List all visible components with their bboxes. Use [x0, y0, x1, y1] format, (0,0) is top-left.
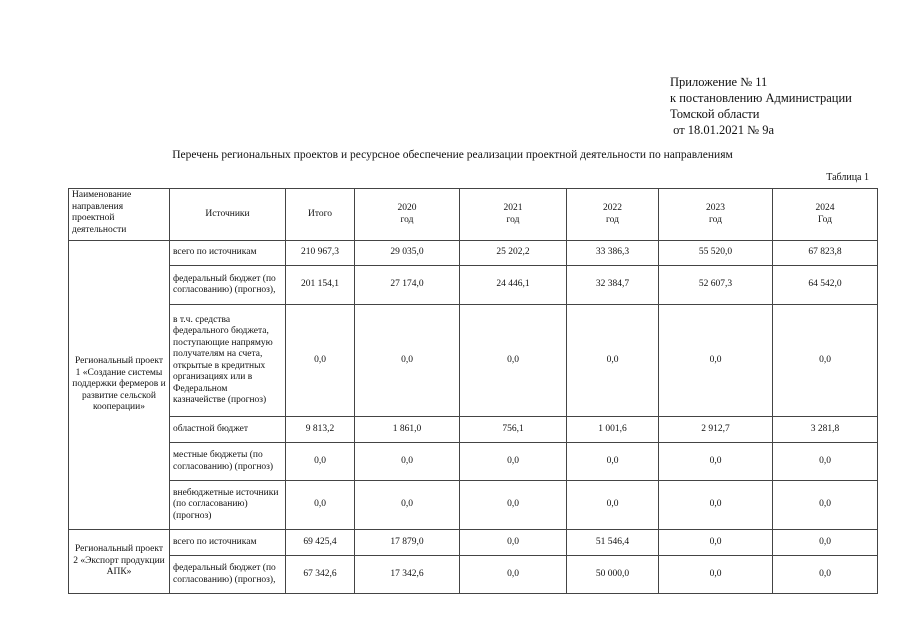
value-cell-2020: 29 035,0: [355, 241, 460, 266]
source-cell: местные бюджеты (по согласованию) (прогноз): [170, 443, 286, 481]
value-cell-2023: 0,0: [659, 305, 773, 417]
value-cell-2023: 2 912,7: [659, 417, 773, 443]
value-cell-2022: 0,0: [567, 481, 659, 530]
table-row: [69, 443, 878, 481]
source-cell: в т.ч. средства федерального бюджета, поступающие напрямую получателям на счета, открытые в кредитных организациях или в Федеральном казначействе (прогноз): [170, 305, 286, 417]
source-cell: федеральный бюджет (по согласованию) (прогноз),: [170, 556, 286, 594]
source-cell: внебюджетные источники (по согласованию) (прогноз): [170, 481, 286, 530]
project2-name: Региональный проект 2 «Экспорт продукции АПК»: [69, 530, 170, 594]
value-cell-2020: 17 879,0: [355, 530, 460, 556]
header-2022: 2022 год: [567, 189, 659, 241]
source-cell: федеральный бюджет (по согласованию) (прогноз),: [170, 266, 286, 305]
value-cell-2024: 0,0: [773, 443, 878, 481]
value-cell-2024: 0,0: [773, 305, 878, 417]
value-cell-2022: 32 384,7: [567, 266, 659, 305]
value-cell-2021: 756,1: [460, 417, 567, 443]
total-cell: 0,0: [286, 481, 355, 530]
value-cell-2024: 64 542,0: [773, 266, 878, 305]
source-cell: всего по источникам: [170, 241, 286, 266]
value-cell-2023: 0,0: [659, 530, 773, 556]
value-cell-2024: 0,0: [773, 556, 878, 594]
value-cell-2022: 1 001,6: [567, 417, 659, 443]
value-cell-2022: 51 546,4: [567, 530, 659, 556]
header-2021: 2021 год: [460, 189, 567, 241]
value-cell-2022: 50 000,0: [567, 556, 659, 594]
table-row: [69, 530, 878, 556]
value-cell-2020: 1 861,0: [355, 417, 460, 443]
value-cell-2022: 33 386,3: [567, 241, 659, 266]
header-name: Наименование направления проектной деятельности: [69, 189, 170, 241]
header-sources: Источники: [170, 189, 286, 241]
table-row: [69, 556, 878, 594]
value-cell-2020: 27 174,0: [355, 266, 460, 305]
table-label: Таблица 1: [826, 172, 869, 183]
appendix-date: от 18.01.2021 № 9а: [670, 123, 775, 137]
value-cell-2023: 52 607,3: [659, 266, 773, 305]
total-cell: 0,0: [286, 305, 355, 417]
value-cell-2021: 0,0: [460, 481, 567, 530]
total-cell: 9 813,2: [286, 417, 355, 443]
source-cell: всего по источникам: [170, 530, 286, 556]
value-cell-2023: 0,0: [659, 443, 773, 481]
value-cell-2020: 17 342,6: [355, 556, 460, 594]
table-row: [69, 417, 878, 443]
value-cell-2022: 0,0: [567, 305, 659, 417]
table-row: [69, 481, 878, 530]
value-cell-2024: 0,0: [773, 530, 878, 556]
total-cell: 67 342,6: [286, 556, 355, 594]
value-cell-2021: 24 446,1: [460, 266, 567, 305]
value-cell-2023: 0,0: [659, 481, 773, 530]
appendix-ref: к постановлению Администрации: [670, 91, 852, 105]
appendix-block: [670, 74, 852, 138]
header-2020: 2020 год: [355, 189, 460, 241]
value-cell-2024: 67 823,8: [773, 241, 878, 266]
total-cell: 0,0: [286, 443, 355, 481]
value-cell-2021: 0,0: [460, 530, 567, 556]
value-cell-2021: 25 202,2: [460, 241, 567, 266]
total-cell: 210 967,3: [286, 241, 355, 266]
value-cell-2021: 0,0: [460, 305, 567, 417]
value-cell-2020: 0,0: [355, 443, 460, 481]
value-cell-2021: 0,0: [460, 556, 567, 594]
funding-table: [68, 188, 878, 594]
document-title: Перечень региональных проектов и ресурсное обеспечение реализации проектной деятельности по направлениям: [172, 149, 733, 161]
appendix-number: Приложение № 11: [670, 75, 768, 89]
header-2023: 2023 год: [659, 189, 773, 241]
value-cell-2023: 0,0: [659, 556, 773, 594]
table-row: [69, 305, 878, 417]
value-cell-2024: 0,0: [773, 481, 878, 530]
table-row: [69, 241, 878, 266]
value-cell-2020: 0,0: [355, 305, 460, 417]
value-cell-2020: 0,0: [355, 481, 460, 530]
header-2024: 2024 Год: [773, 189, 878, 241]
table-header-row: [69, 189, 878, 241]
value-cell-2021: 0,0: [460, 443, 567, 481]
value-cell-2024: 3 281,8: [773, 417, 878, 443]
value-cell-2022: 0,0: [567, 443, 659, 481]
table-row: [69, 266, 878, 305]
value-cell-2023: 55 520,0: [659, 241, 773, 266]
total-cell: 69 425,4: [286, 530, 355, 556]
header-total: Итого: [286, 189, 355, 241]
total-cell: 201 154,1: [286, 266, 355, 305]
appendix-org: Томской области: [670, 107, 760, 121]
project1-name: Региональный проект 1 «Создание системы поддержки фермеров и развитие сельской кооперации»: [69, 241, 170, 530]
source-cell: областной бюджет: [170, 417, 286, 443]
